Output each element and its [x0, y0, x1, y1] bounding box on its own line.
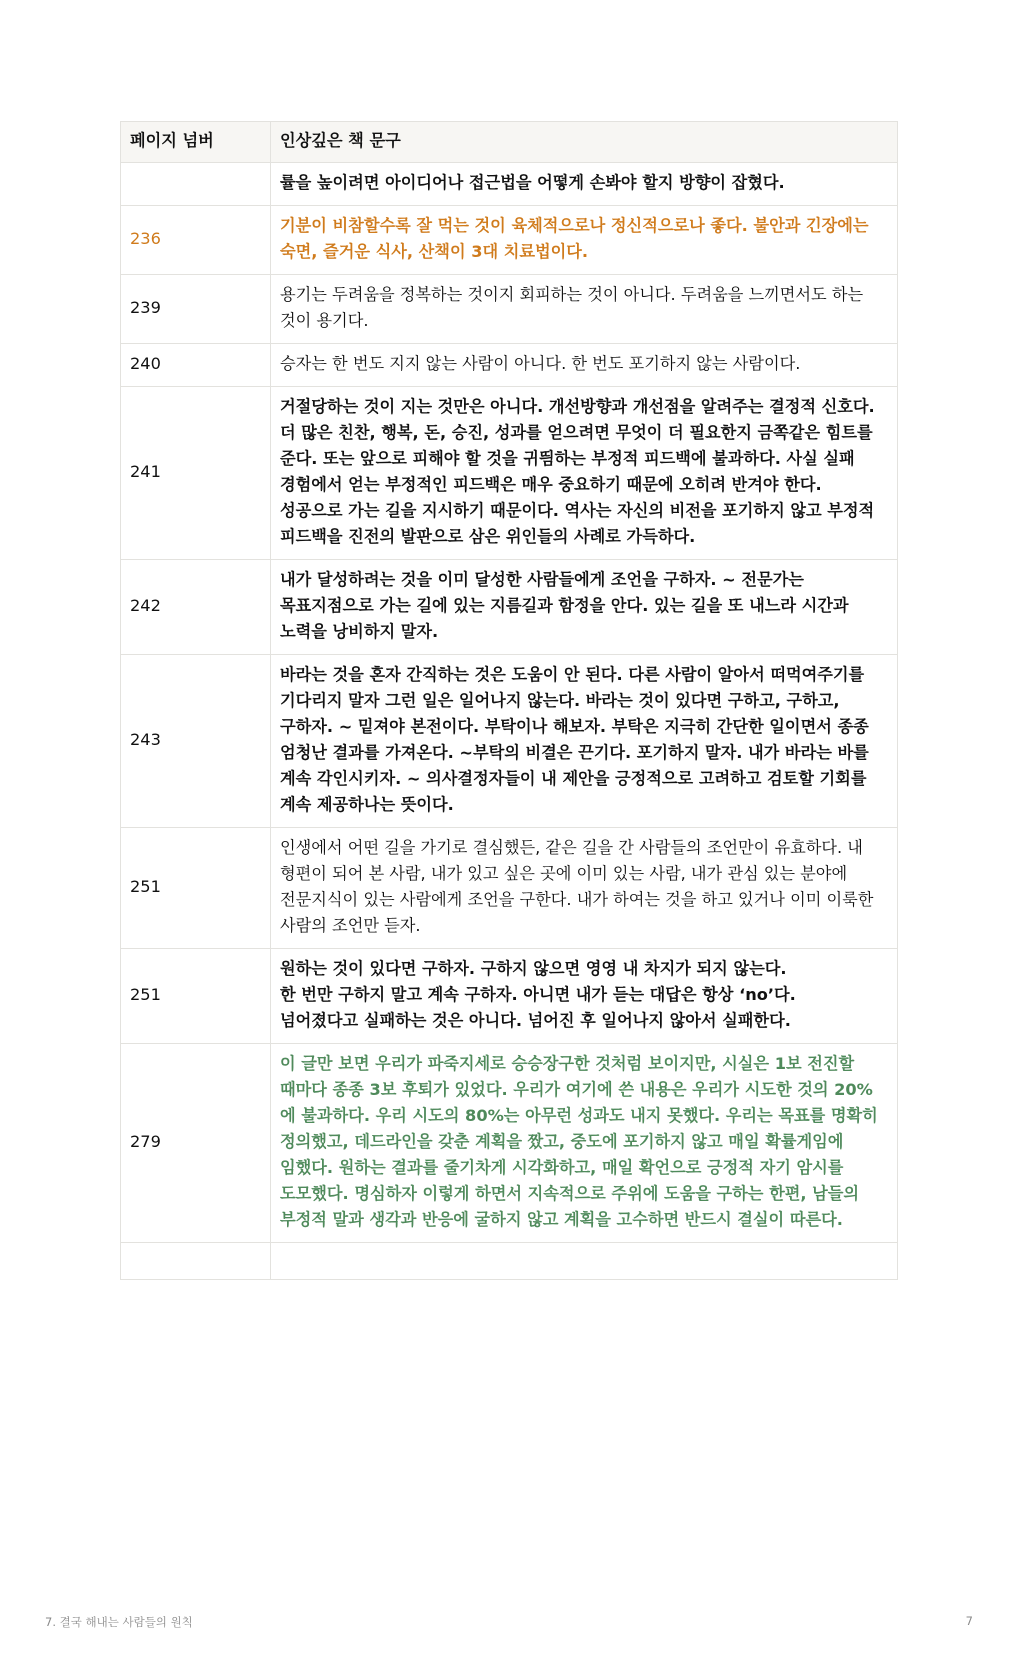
quote-line: 한 번만 구하지 말고 계속 구하자. 아니면 내가 듣는 대답은 항상 ‘no’다. [280, 985, 796, 1004]
table-row [121, 560, 898, 655]
row-page-number: 279 [121, 1044, 271, 1243]
table-row [121, 1044, 898, 1243]
row-quote: 률을 높이려면 아이디어나 접근법을 어떻게 손봐야 할지 방향이 잡혔다. [271, 163, 898, 206]
table-row [121, 275, 898, 344]
row-quote [271, 1243, 898, 1280]
row-quote: 바라는 것을 혼자 간직하는 것은 도움이 안 된다. 다른 사람이 알아서 떠먹여주기를 기다리지 말자 그런 일은 일어나지 않는다. 바라는 것이 있다면 구하고, 구하고, 구하자. ~ 밑져야 본전이다. 부탁이나 해보자. 부탁은 지극히 간단한 일이면서 종종 엄청난 결과를 가져온다. ~부탁의 비결은 끈기다. 포기하지 말자. 내가 바라는 바를 계속 각인시키자. ~ 의사결정자들이 내 제안을 긍정적으로 고려하고 검토할 기회를 계속 제공하나는 뜻이다. [271, 655, 898, 828]
row-quote: 이 글만 보면 우리가 파죽지세로 승승장구한 것처럼 보이지만, 시실은 1보 전진할 때마다 종종 3보 후퇴가 있었다. 우리가 여기에 쓴 내용은 우리가 시도한 것의 20%에 불과하다. 우리 시도의 80%는 아무런 성과도 내지 못했다. 우리는 목표를 명확히 정의했고, 데드라인을 갖춘 계획을 짰고, 중도에 포기하지 않고 매일 확률게임에 임했다. 원하는 결과를 줄기차게 시각화하고, 매일 확언으로 긍정적 자기 암시를 도모했다. 명심하자 이렇게 하면서 지속적으로 주위에 도움을 구하는 한편, 남들의 부정적 말과 생각과 반응에 굴하지 않고 계획을 고수하면 반드시 결실이 따른다. [271, 1044, 898, 1243]
row-page-number: 251 [121, 828, 271, 949]
table-row [121, 163, 898, 206]
table-row [121, 655, 898, 828]
row-page-number: 241 [121, 387, 271, 560]
table-row [121, 387, 898, 560]
footer-chapter-title: 7. 결국 해내는 사람들의 원칙 [45, 1615, 193, 1629]
row-quote [271, 949, 898, 1044]
table-header-row [121, 122, 898, 163]
header-page-number: 페이지 넘버 [121, 122, 271, 163]
table-row [121, 828, 898, 949]
book-quotes-table [120, 121, 898, 1280]
table-row [121, 344, 898, 387]
table-row [121, 206, 898, 275]
row-quote: 기분이 비참할수록 잘 먹는 것이 육체적으로나 정신적으로나 좋다. 불안과 긴장에는 숙면, 즐거운 식사, 산책이 3대 치료법이다. [271, 206, 898, 275]
table-row-empty [121, 1243, 898, 1280]
row-page-number: 243 [121, 655, 271, 828]
row-page-number: 251 [121, 949, 271, 1044]
row-page-number: 242 [121, 560, 271, 655]
table-row [121, 949, 898, 1044]
row-quote: 내가 달성하려는 것을 이미 달성한 사람들에게 조언을 구하자. ~ 전문가는 목표지점으로 가는 길에 있는 지름길과 함정을 안다. 있는 길을 또 내느라 시간과 노력을 낭비하지 말자. [271, 560, 898, 655]
quote-line: 원하는 것이 있다면 구하자. 구하지 않으면 영영 내 차지가 되지 않는다. [280, 959, 787, 978]
row-page-number: 240 [121, 344, 271, 387]
row-quote: 거절당하는 것이 지는 것만은 아니다. 개선방향과 개선점을 알려주는 결정적 신호다. 더 많은 친찬, 행복, 돈, 승진, 성과를 얻으려면 무엇이 더 필요한지 금쪽같은 힘트를 준다. 또는 앞으로 피해야 할 것을 귀띔하는 부정적 피드백에 불과하다. 사실 실패 경험에서 얻는 부정적인 피드백은 매우 중요하기 때문에 오히려 반겨야 한다. 성공으로 가는 길을 지시하기 때문이다. 역사는 자신의 비전을 포기하지 않고 부정적 피드백을 진전의 발판으로 삼은 위인들의 사례로 가득하다. [271, 387, 898, 560]
row-page-number: 239 [121, 275, 271, 344]
quote-line: 넘어졌다고 실패하는 것은 아니다. 넘어진 후 일어나지 않아서 실패한다. [280, 1011, 791, 1030]
row-page-number [121, 163, 271, 206]
row-quote: 인생에서 어떤 길을 가기로 결심했든, 같은 길을 간 사람들의 조언만이 유효하다. 내 형편이 되어 본 사람, 내가 있고 싶은 곳에 이미 있는 사람, 내가 관심 있는 분야에 전문지식이 있는 사람에게 조언을 구한다. 내가 하여는 것을 하고 있거나 이미 이룩한 사람의 조언만 듣자. [271, 828, 898, 949]
header-quote: 인상깊은 책 문구 [271, 122, 898, 163]
row-page-number: 236 [121, 206, 271, 275]
footer-page-number: 7 [965, 1614, 973, 1628]
row-page-number [121, 1243, 271, 1280]
row-quote: 용기는 두려움을 정복하는 것이지 회피하는 것이 아니다. 두려움을 느끼면서도 하는 것이 용기다. [271, 275, 898, 344]
row-quote: 승자는 한 번도 지지 않는 사람이 아니다. 한 번도 포기하지 않는 사람이다. [271, 344, 898, 387]
